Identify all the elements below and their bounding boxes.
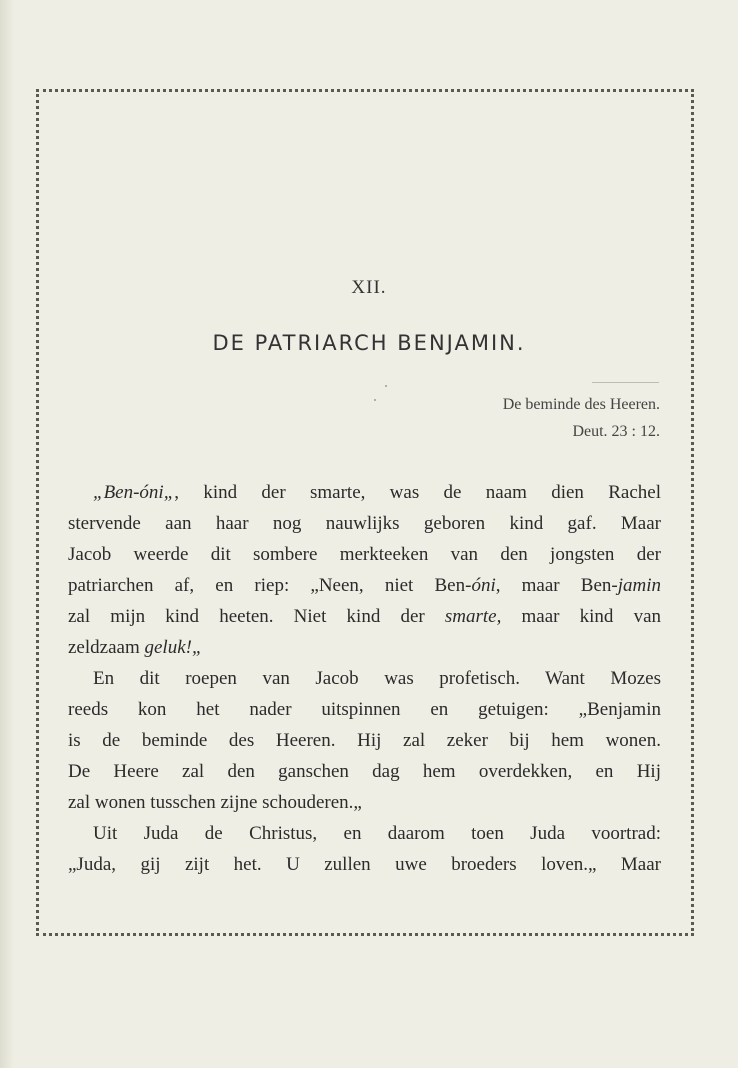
italic-word: smarte, bbox=[444, 606, 502, 627]
paragraph-2-line-4: De Heere zal den ganschen dag hem overdekken, en Hij bbox=[68, 761, 661, 782]
print-speck bbox=[374, 399, 376, 401]
italic-word: geluk!„ bbox=[144, 637, 203, 658]
chapter-number: XII. bbox=[351, 277, 387, 298]
text-segment: zeldzaam bbox=[68, 637, 145, 658]
italic-word: jamin bbox=[617, 575, 661, 596]
paragraph-1-line-3: Jacob weerde dit sombere merkteeken van den jongsten der bbox=[68, 544, 661, 565]
text-segment: maar kind van bbox=[501, 606, 662, 627]
text-segment: , kind der smarte, was de naam dien Rachel bbox=[174, 482, 661, 503]
paragraph-1-line-6 bbox=[68, 636, 661, 660]
paragraph-1-line-5 bbox=[68, 605, 661, 629]
text-segment: , maar Ben- bbox=[495, 575, 618, 596]
text-segment: patriarchen af, en riep: „Neen, niet Ben- bbox=[68, 575, 472, 596]
chapter-title: DE PATRIARCH BENJAMIN. bbox=[212, 331, 526, 355]
print-speck bbox=[385, 385, 387, 387]
paragraph-2-line-1: En dit roepen van Jacob was profetisch. Want Mozes bbox=[93, 668, 661, 689]
text-segment: zal mijn kind heeten. Niet kind der bbox=[68, 606, 445, 627]
paragraph-3-line-2: „Juda, gij zijt het. U zullen uwe broeders loven.„ Maar bbox=[68, 854, 661, 875]
paragraph-2-line-2: reeds kon het nader uitspinnen en getuigen: „Benjamin bbox=[68, 699, 661, 720]
paragraph-1-line-2: stervende aan haar nog nauwlijks geboren kind gaf. Maar bbox=[68, 513, 661, 534]
page-edge-shadow bbox=[0, 0, 14, 1068]
paragraph-1-line-1 bbox=[93, 481, 661, 505]
motto-reference: Deut. 23 : 12. bbox=[572, 423, 660, 440]
motto-rule bbox=[592, 382, 659, 383]
paragraph-1-line-4 bbox=[68, 574, 661, 598]
paragraph-2-line-5: zal wonen tusschen zijne schouderen.„ bbox=[68, 792, 362, 813]
paragraph-3-line-1: Uit Juda de Christus, en daarom toen Juda voortrad: bbox=[93, 823, 661, 844]
italic-word: óni bbox=[471, 575, 496, 596]
motto-text: De beminde des Heeren. bbox=[502, 396, 660, 413]
italic-name: „Ben-óni„ bbox=[93, 482, 175, 503]
paragraph-2-line-3: is de beminde des Heeren. Hij zal zeker bij hem wonen. bbox=[68, 730, 661, 751]
